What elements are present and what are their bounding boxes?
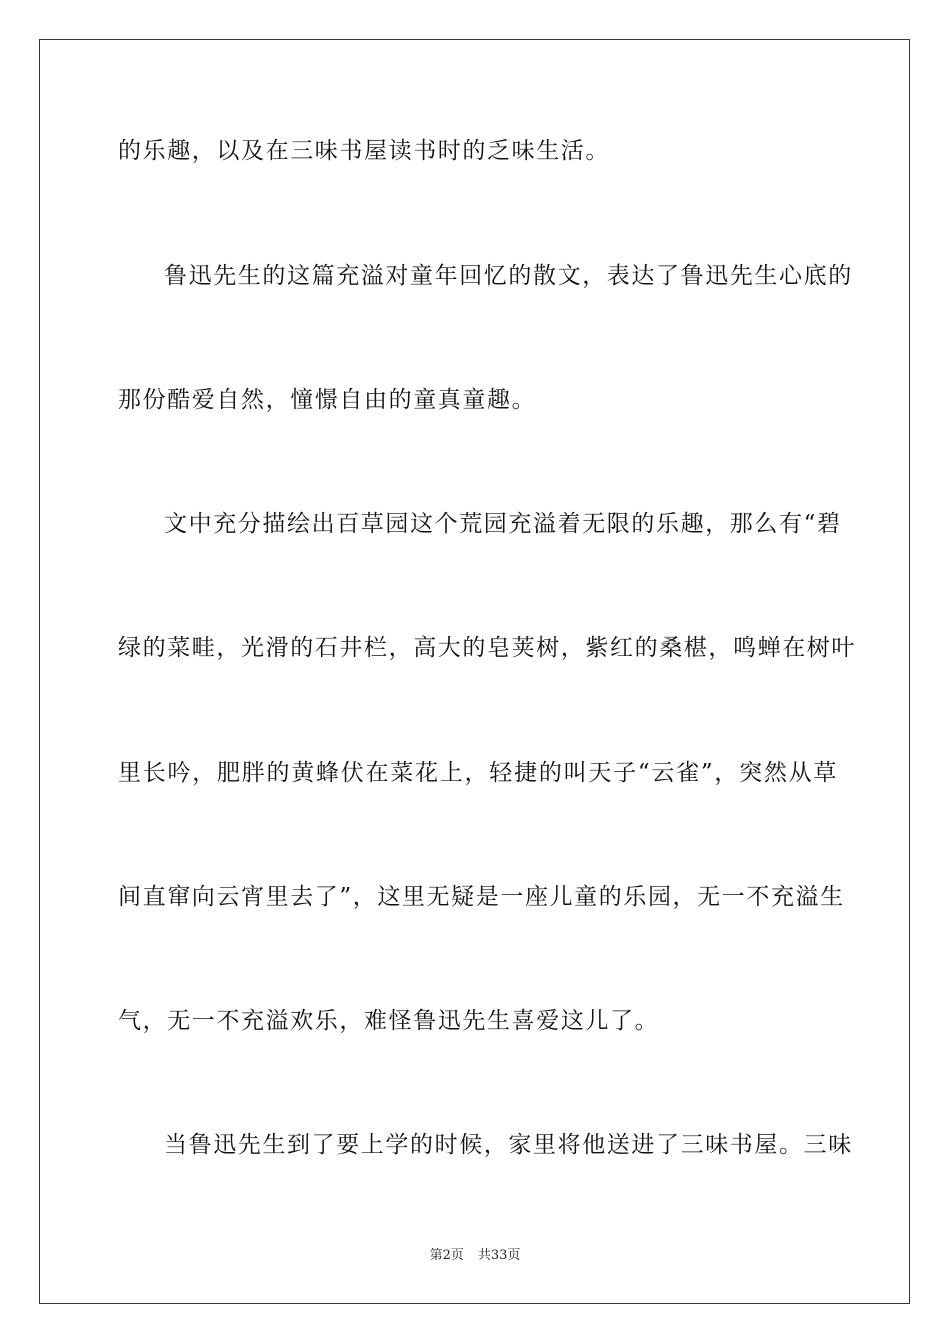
text-line-1: 的乐趣，以及在三味书屋读书时的乏味生活。: [118, 138, 610, 164]
paragraph-2-line-4: 间直窜向云宵里去了”，这里无疑是一座儿童的乐园，无一不充溢生: [118, 884, 845, 910]
page-border: [39, 39, 910, 1304]
paragraph-3-line-1: 当鲁迅先生到了要上学的时候，家里将他送进了三味书屋。三味: [164, 1132, 853, 1158]
paragraph-1-line-2: 那份酷爱自然，憧憬自由的童真童趣。: [118, 387, 537, 413]
paragraph-2-line-1: 文中充分描绘出百草园这个荒园充溢着无限的乐趣，那么有“碧: [164, 511, 842, 537]
paragraph-1-line-1: 鲁迅先生的这篇充溢对童年回忆的散文，表达了鲁迅先生心底的: [164, 263, 853, 289]
page-footer: [0, 1247, 950, 1265]
total-pages: 共33页: [477, 1248, 521, 1263]
paragraph-2-line-5: 气，无一不充溢欢乐，难怪鲁迅先生喜爱这儿了。: [118, 1008, 660, 1034]
paragraph-2-line-2: 绿的菜畦，光滑的石井栏，高大的皂荚树，紫红的桑椹，鸣蝉在树叶: [118, 635, 856, 661]
paragraph-2-line-3: 里长吟，肥胖的黄蜂伏在菜花上，轻捷的叫天子“云雀”，突然从草: [118, 760, 838, 786]
page-number: 第2页: [429, 1248, 464, 1263]
